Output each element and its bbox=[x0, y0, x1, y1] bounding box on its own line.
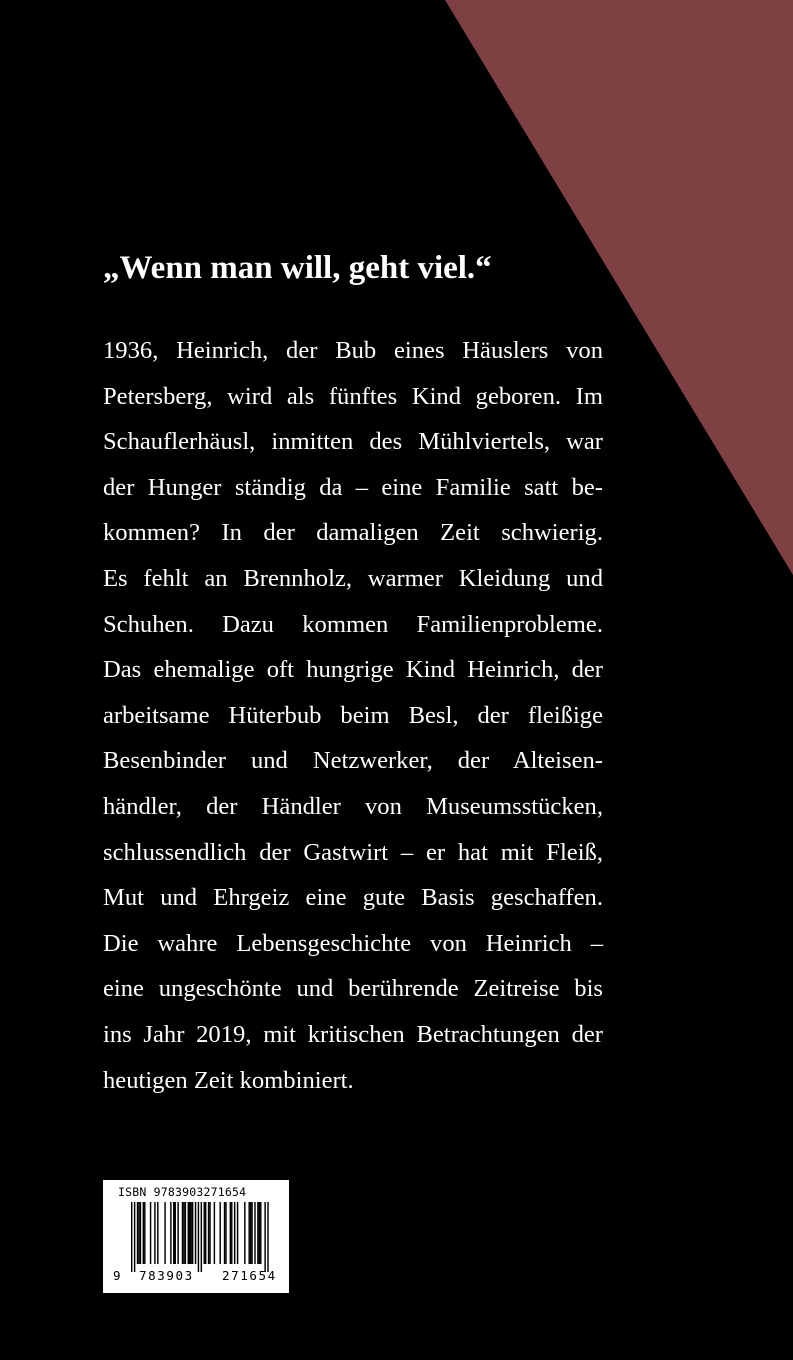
blurb-line: schlussendlich der Gastwirt – er hat mit Fleiß, bbox=[103, 838, 603, 866]
barcode-bar bbox=[137, 1202, 138, 1264]
barcode-bar bbox=[201, 1202, 202, 1272]
barcode-bar bbox=[189, 1202, 190, 1264]
barcode-bar bbox=[195, 1202, 196, 1264]
barcode-bar bbox=[177, 1202, 178, 1264]
barcode-bar bbox=[264, 1202, 265, 1272]
blurb-line: Mut und Ehrgeiz eine gute Basis geschaffen. bbox=[103, 884, 603, 912]
blurb-line: Es fehlt an Brennholz, warmer Kleidung und bbox=[103, 564, 603, 592]
barcode-bar bbox=[144, 1202, 145, 1264]
barcode-bar bbox=[209, 1202, 210, 1264]
barcode-digit-first: 9 bbox=[113, 1268, 121, 1283]
barcode-bar bbox=[260, 1202, 261, 1264]
blurb-line: heutigen Zeit kombiniert. bbox=[103, 1066, 354, 1094]
barcode-bar bbox=[131, 1202, 132, 1272]
barcode-bar bbox=[234, 1202, 235, 1264]
blurb-line: Besenbinder und Netzwerker, der Alteisen- bbox=[103, 747, 603, 775]
barcode-bar bbox=[251, 1202, 252, 1264]
blurb-line: Petersberg, wird als fünftes Kind geboren. Im bbox=[103, 382, 603, 410]
blurb-line: Das ehemalige oft hungrige Kind Heinrich, der bbox=[103, 656, 603, 684]
barcode-bar bbox=[208, 1202, 209, 1264]
blurb-line: Schauflerhäusl, inmitten des Mühlviertels, war bbox=[103, 428, 603, 456]
barcode-digits-right: 271654 bbox=[222, 1268, 277, 1283]
barcode-bar bbox=[250, 1202, 251, 1264]
barcode-bar bbox=[175, 1202, 176, 1264]
barcode-bar bbox=[164, 1202, 165, 1264]
tagline-quote: „Wenn man will, geht viel.“ bbox=[103, 250, 492, 286]
isbn-label: ISBN 9783903271654 bbox=[118, 1185, 247, 1199]
barcode-bar bbox=[230, 1202, 231, 1264]
barcode-bar bbox=[231, 1202, 232, 1264]
barcode-bar bbox=[134, 1202, 135, 1272]
barcode-bar bbox=[267, 1202, 268, 1272]
barcode-bar bbox=[219, 1202, 220, 1264]
blurb-line: Die wahre Lebensgeschichte von Heinrich – bbox=[103, 929, 603, 957]
barcode-bar bbox=[173, 1202, 174, 1264]
barcode-bar bbox=[214, 1202, 215, 1264]
barcode-bar bbox=[188, 1202, 189, 1264]
barcode-bar bbox=[205, 1202, 206, 1264]
barcode-bar bbox=[154, 1202, 155, 1264]
barcode-bar bbox=[224, 1202, 225, 1264]
blurb-line: kommen? In der damaligen Zeit schwierig. bbox=[103, 519, 603, 547]
barcode-bar bbox=[204, 1202, 205, 1264]
barcode-bar bbox=[182, 1202, 183, 1264]
barcode-bar bbox=[237, 1202, 238, 1264]
blurb-line: Schuhen. Dazu kommen Familienprobleme. bbox=[103, 610, 603, 638]
barcode-bar bbox=[192, 1202, 193, 1264]
blurb-line: händler, der Händler von Museumsstücken, bbox=[103, 792, 603, 820]
isbn-barcode bbox=[103, 1180, 289, 1293]
barcode-bar bbox=[143, 1202, 144, 1264]
blurb-line: eine ungeschönte und berührende Zeitreise bis bbox=[103, 975, 603, 1003]
barcode-bar bbox=[190, 1202, 191, 1264]
blurb-line: 1936, Heinrich, der Bub eines Häuslers von bbox=[103, 337, 603, 364]
barcode-bar bbox=[138, 1202, 139, 1264]
barcode-bar bbox=[254, 1202, 255, 1264]
blurb-line: ins Jahr 2019, mit kritischen Betrachtungen der bbox=[103, 1020, 603, 1048]
barcode-bar bbox=[170, 1202, 171, 1264]
barcode-bar bbox=[140, 1202, 141, 1264]
blurb-text bbox=[103, 328, 603, 1103]
barcode-bar bbox=[150, 1202, 151, 1264]
barcode-bar bbox=[259, 1202, 260, 1264]
barcode-bar bbox=[198, 1202, 199, 1272]
barcode-digits-left: 783903 bbox=[139, 1268, 194, 1283]
blurb-line: arbeitsame Hüterbub beim Besl, der fleißige bbox=[103, 701, 603, 729]
barcode-bar bbox=[157, 1202, 158, 1264]
barcode-bar bbox=[183, 1202, 184, 1264]
barcode-bar bbox=[185, 1202, 186, 1264]
barcode-bar bbox=[257, 1202, 258, 1264]
barcode-bar bbox=[248, 1202, 249, 1264]
blurb-line: der Hunger ständig da – eine Familie satt be- bbox=[103, 473, 603, 501]
barcode-bar bbox=[244, 1202, 245, 1264]
barcode-bar bbox=[225, 1202, 226, 1264]
